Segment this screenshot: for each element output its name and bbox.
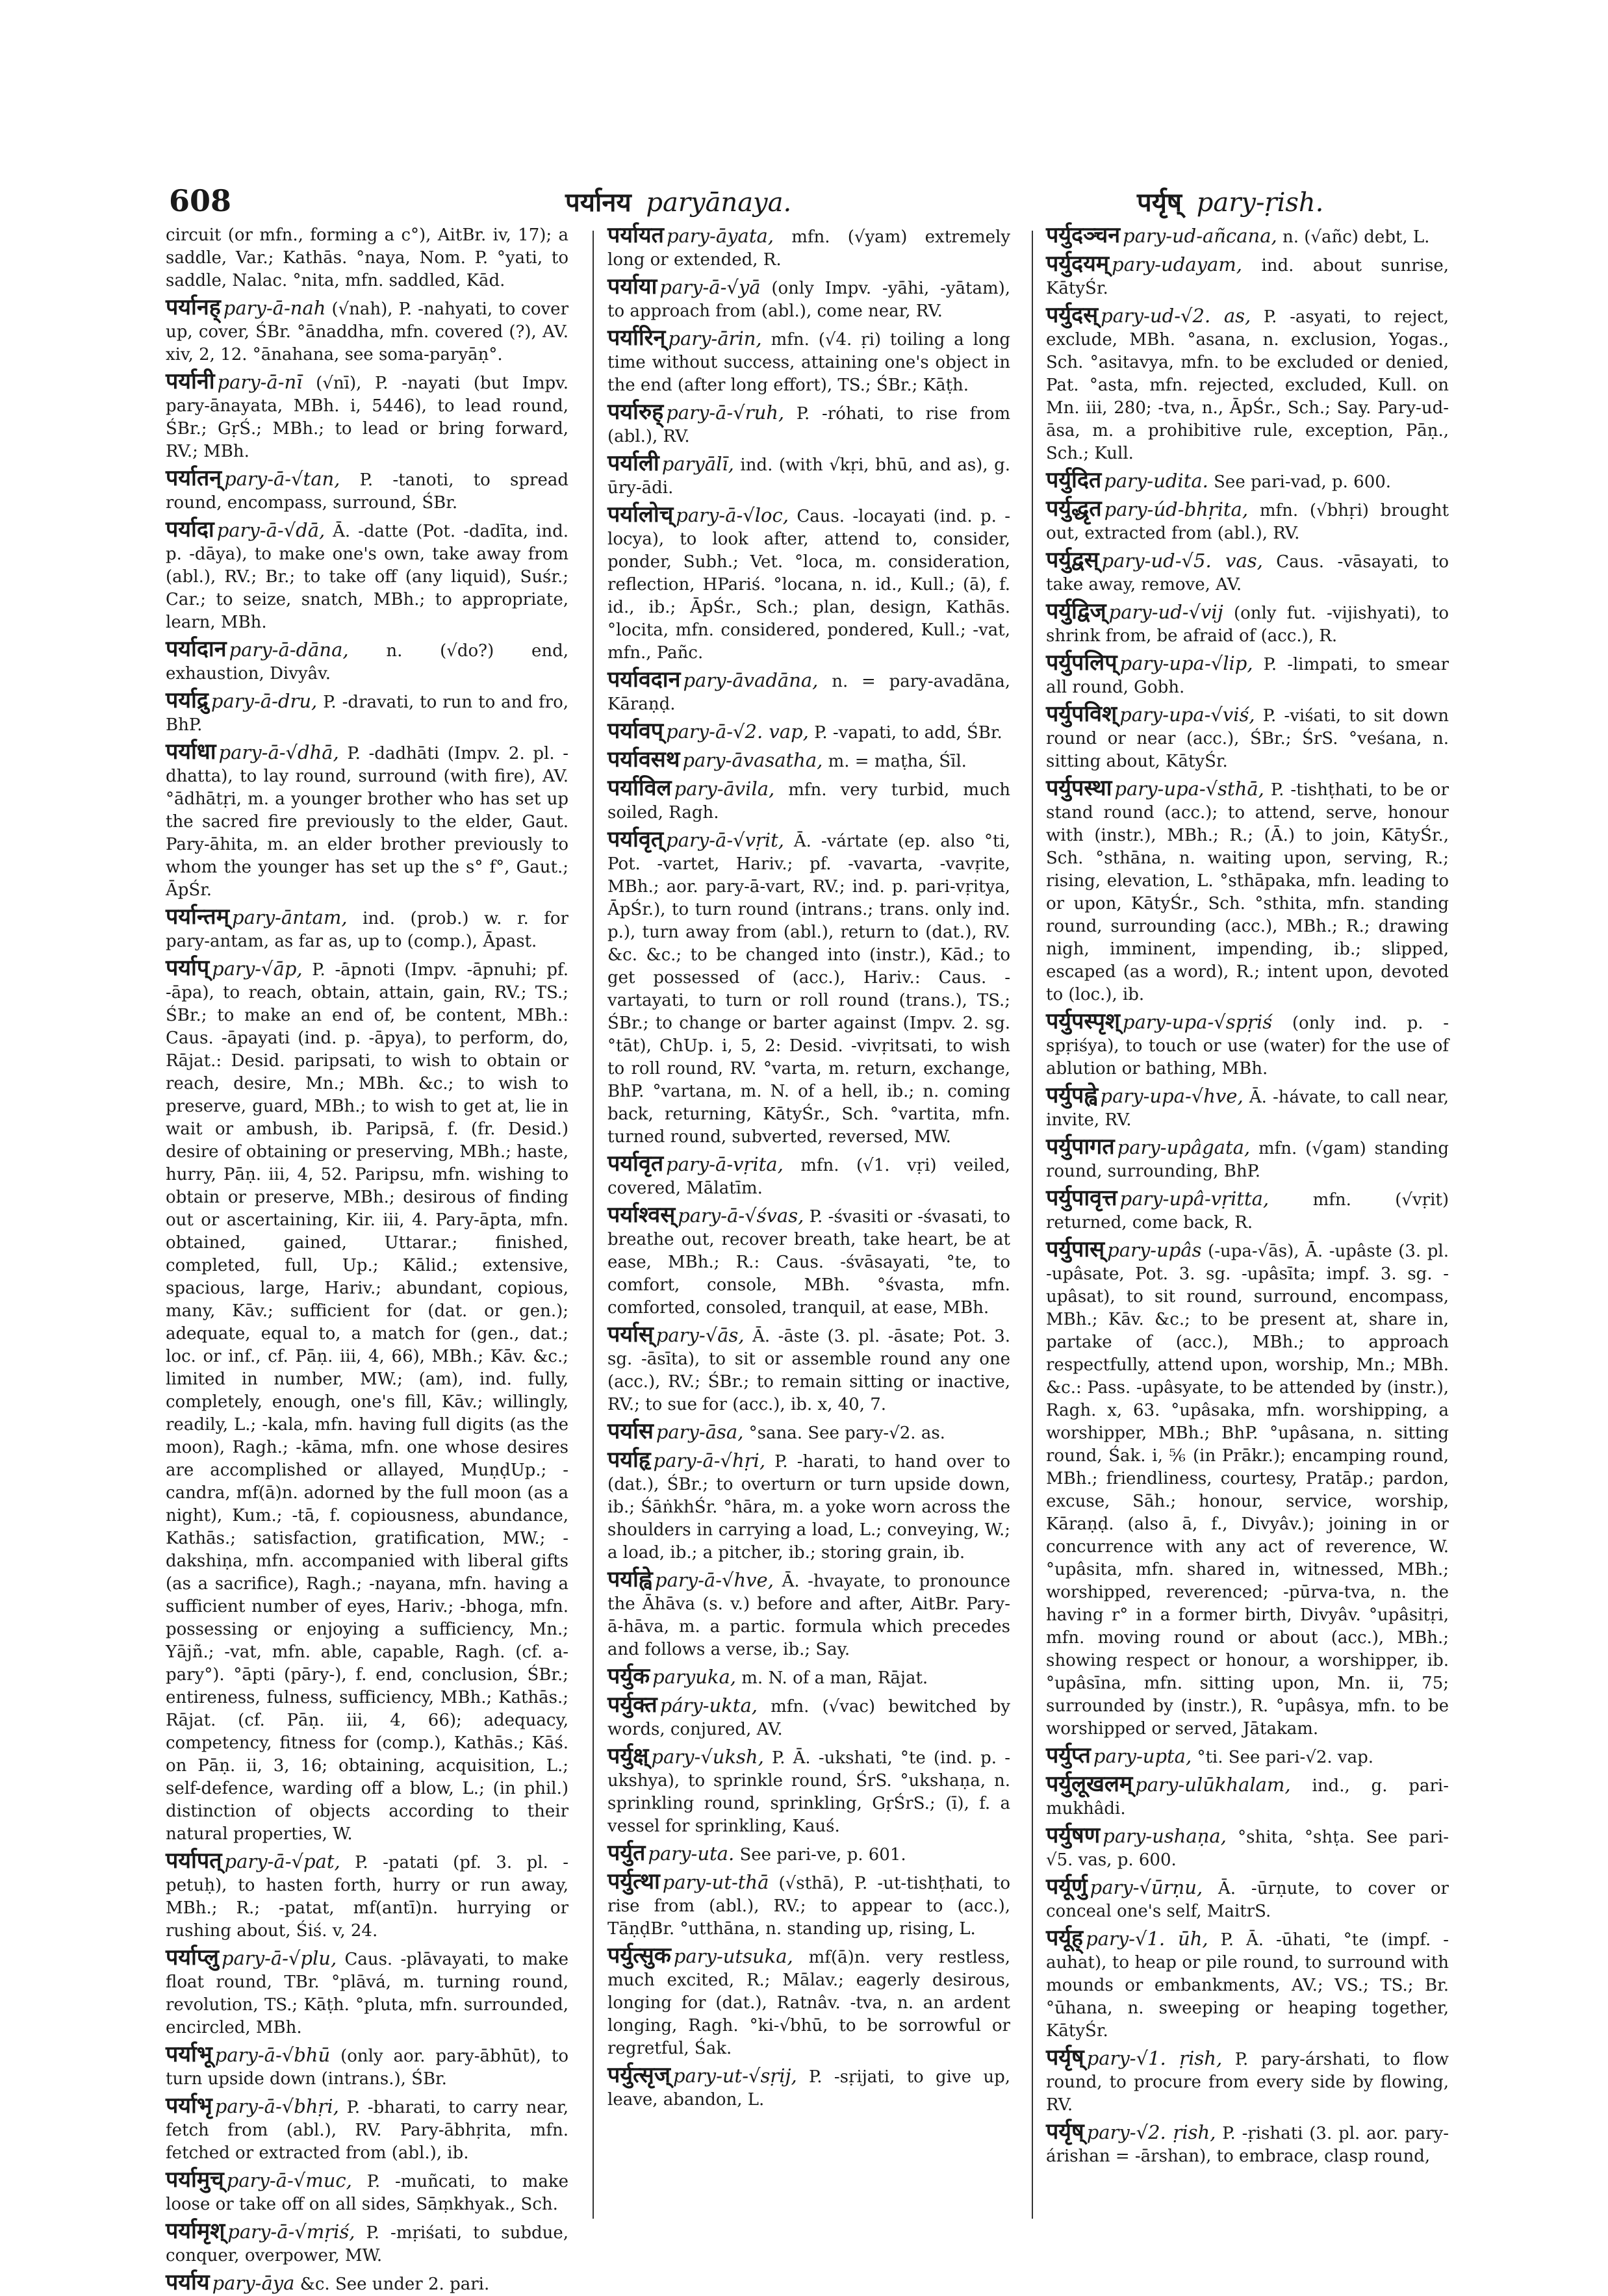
headword-transliteration: pary-upa-√lip, — [1119, 652, 1253, 674]
page-header — [169, 183, 1462, 229]
entry-definition: P. -bharati, to carry near, fetch from (abl.), RV. Pary-ābhṛita, mfn. fetched or extracted from (abl.), ib. — [166, 2098, 568, 2163]
headword-transliteration: pary-ā-dru, — [211, 690, 318, 712]
dictionary-columns — [166, 222, 1459, 2295]
headword-devanagari: पर्यालोच् — [607, 502, 674, 528]
right-running-head — [1137, 183, 1323, 219]
entry-definition: Caus. -locayati (ind. p. -locya), to look after, attend to, consider, ponder, Subh.; Vet. °loca, m. consideration, reflection, HPariś. °locana, n. id., Kull.; (ā), f. id., ib.; ĀpŚr., Sch.; plan, design, Kathās. °locita, mfn. considered, pondered, Kull.; -vat, mfn., Pañc. — [607, 507, 1010, 663]
headword-devanagari: पर्युद्वस् — [1046, 547, 1099, 573]
headword-transliteration: pary-ā-√tan, — [224, 468, 340, 490]
headword-devanagari: पर्यास् — [607, 1321, 654, 1347]
dictionary-entry — [1046, 1824, 1449, 1872]
headword-devanagari: पर्युद्विज् — [1046, 598, 1106, 624]
right-head-transliteration: pary-ṛish. — [1196, 188, 1324, 218]
entry-definition: P. -āpnoti (Impv. -āpnuhi; pf. -āpa), to reach, obtain, attain, gain, RV.; TS.; ŚBr.; to make an end of, be content, MBh.: Caus. -āpayati (ind. p. -āpya), to perform, do, Rājat.: Desid. paripsati, to wish to obtain or reach, desire, Mn.; MBh. &c.; to wish to preserve, guard, MBh.; to wish to get at, lie in wait or ambush, ib. Paripsā, f. (fr. Desid.) desire of obtaining or preserving, MBh.; haste, hurry, Pāṇ. iii, 4, 52. Paripsu, mfn. wishing to obtain or preserve, MBh.; desirous of finding out or ascertaining, Kir. iii, 4. Pary-āpta, mfn. obtained, gained, Uttarar.; finished, completed, full, Up.; Kālid.; extensive, spacious, large, Hariv.; abundant, copious, many, Kāv.; sufficient for (dat. or gen.); adequate, equal to, a match for (gen., dat.; loc. or inf., cf. Pāṇ. iii, 4, 66), MBh.; Kāv. &c.; limited in number, MW.; (am), ind. fully, completely, enough, one's fill, Kāv.; willingly, readily, L.; -kala, mfn. having full digits (as the moon), Ragh.; -kāma, mfn. one whose desires are accomplished or allayed, MuṇḍUp.; -candra, mf(ā)n. adorned by the full moon (as a night), Kum.; -tā, f. copiousness, abundance, Kathās.; satisfaction, gratification, MW.; -dakshiṇa, mfn. accompanied with liberal gifts (as a sacrifice), Ragh.; -nayana, mfn. having a sufficient number of eyes, Hariv.; -bhoga, mfn. possessing or enjoying a sufficiency, Mn.; Yājñ.; -vat, mfn. able, capable, Ragh. (cf. a-pary°). °āpti (pāry-), f. end, conclusion, ŚBr.; entireness, fulness, sufficiency, MBh.; Kathās.; Rājat. (cf. Pāṇ. iii, 4, 66); adequacy, competency, fitness for (comp.), Kathās.; Kāś. on Pāṇ. ii, 3, 16; obtaining, acquisition, L.; self-defence, warding off a blow, L.; (in phil.) distinction of objects according to their natural properties, W. — [166, 960, 568, 1844]
headword-devanagari: पर्युत्था — [607, 1869, 660, 1894]
entry-definition: P. -harati, to hand over to (dat.), ŚBr.; to overturn or turn upside down, ib.; ŚāṅkhŚr. °hāra, m. a yoke worn across the shoulders in carrying a load, L.; conveying, W.; a load, ib.; a pitcher, ib.; storing grain, ib. — [607, 1452, 1010, 1563]
entry-definition: m. N. of a man, Rājat. — [741, 1668, 928, 1688]
headword-devanagari: पर्याय — [166, 2269, 210, 2295]
headword-transliteration: pary-ā-vṛita, — [666, 1153, 784, 1175]
headword-transliteration: pary-ā-√pat, — [224, 1850, 340, 1872]
entry-definition: P. -limpati, to smear all round, Gobh. — [1046, 655, 1449, 697]
headword-transliteration: pary-āntam, — [232, 906, 348, 928]
headword-transliteration: pary-āya — [212, 2272, 295, 2294]
headword-devanagari: पर्यूर्णु — [1046, 1874, 1088, 1900]
dictionary-entry — [607, 224, 1010, 272]
headword-devanagari: पर्युत्सृज् — [607, 2062, 670, 2088]
headword-devanagari: पर्याया — [607, 274, 657, 300]
entry-definition: ind. (with √kṛi, bhū, and as), g. ūry-ādi. — [607, 455, 1010, 498]
headword-transliteration: pary-ā-√muc, — [226, 2169, 352, 2191]
headword-devanagari: पर्यूह् — [1046, 1925, 1084, 1951]
headword-devanagari: पर्युपलिप् — [1046, 650, 1117, 676]
entry-definition: P. -muñcati, to make loose or take off on all sides, Sāṃkhyak., Sch. — [166, 2172, 569, 2214]
dictionary-entry — [607, 1449, 1010, 1564]
headword-devanagari: पर्युपास् — [1046, 1236, 1105, 1262]
entry-definition: mfn. (√1. vṛi) veiled, covered, Mālatīm. — [607, 1156, 1010, 1198]
headword-devanagari: पर्युलूखलम् — [1046, 1771, 1133, 1797]
headword-transliteration: pary-ā-√ruh, — [666, 402, 785, 424]
dictionary-entry — [1046, 2047, 1449, 2117]
headword-transliteration: pary-upa-√sthā, — [1114, 778, 1264, 800]
headword-transliteration: pary-ārin, — [668, 327, 762, 350]
column-2 — [607, 224, 1010, 2225]
entry-definition: °ti. See pari-√2. vap. — [1197, 1748, 1374, 1767]
headword-transliteration: pary-ulūkhalam, — [1135, 1774, 1291, 1796]
column-3 — [1046, 224, 1449, 2225]
headword-transliteration: pary-úd-bhṛita, — [1104, 498, 1249, 520]
headword-devanagari: पर्यारुह् — [607, 399, 664, 425]
entry-definition: (-upa-√ās), Ā. -upâste (3. pl. -upâsate, Pot. 3. sg. -upâsīta; impf. 3. sg. -upâsat), to sit round, surround, encompass, MBh.; Kāv. &c.; to be present at, share in, partake of (acc.), MBh.; to approach respectfully, attend upon, worship, Mn.; MBh. &c.: Pass. -upâsyate, to be attended by (instr.), Ragh. x, 63. °upâsaka, mfn. worshipping, a worshipper, MBh.; BhP. °upâsana, n. sitting round, Śak. i, ⅚ (in Prākr.); encamping round, MBh.; friendliness, courtesy, Pratāp.; pardon, excuse, Sāh.; honour, service, worship, Kāraṇḍ. (also ā, f., Divyâv.); joining in or concurrence with any act of reverence, W. °upâsita, mfn. shared in, witnessed, MBh.; worshipped, reverenced; -pūrva-tva, n. the having r° in a former birth, Divyâv. °upâsitṛi, mfn. moving round or about (acc.), MBh.; showing respect or honour, a worshipper, ib. °upâsīna, mfn. sitting upon, Mn. ii, 75; surrounded by (instr.), R. °upâsya, mfn. to be worshipped or served, Jātakam. — [1046, 1242, 1449, 1739]
entry-definition: mfn. very turbid, much soiled, Ragh. — [607, 780, 1011, 823]
dictionary-entry — [607, 777, 1010, 824]
headword-devanagari: पर्यादान — [166, 636, 227, 662]
headword-transliteration: pary-upta, — [1093, 1745, 1192, 1767]
entry-definition: mfn. (√bhṛi) brought out, extracted from (abl.), RV. — [1046, 501, 1449, 543]
headword-transliteration: pary-āvasatha, — [682, 749, 823, 771]
dictionary-entry — [607, 669, 1010, 716]
dictionary-entry — [166, 370, 568, 463]
headword-devanagari: पर्याधा — [166, 739, 216, 765]
headword-devanagari: पर्यावृत — [607, 1151, 664, 1177]
headword-devanagari: पर्यानह् — [166, 294, 221, 320]
dictionary-entry — [607, 720, 1010, 745]
dictionary-entry — [607, 1323, 1010, 1416]
headword-transliteration: pary-āvadāna, — [683, 669, 819, 691]
dictionary-entry — [166, 518, 568, 634]
entry-definition: n. (√do?) end, exhaustion, Divyâv. — [166, 641, 568, 683]
headword-devanagari: पर्युद्धृत — [1046, 496, 1102, 522]
headword-transliteration: pary-upa-√viś, — [1119, 704, 1255, 726]
dictionary-entry — [1046, 1876, 1449, 1923]
dictionary-entry — [1046, 1744, 1449, 1769]
headword-transliteration: pary-ushaṇa, — [1103, 1825, 1227, 1847]
entry-definition: P. -dravati, to run to and fro, BhP. — [166, 693, 569, 735]
entry-definition: P. -sṛijati, to give up, leave, abandon, L. — [607, 2067, 1010, 2110]
headword-transliteration: pary-upâs — [1107, 1239, 1202, 1261]
dictionary-entry — [166, 2043, 568, 2091]
headword-transliteration: pary-udita. — [1104, 470, 1208, 492]
dictionary-entry — [1046, 549, 1449, 596]
entry-definition: P. -róhati, to rise from (abl.), RV. — [607, 404, 1011, 446]
dictionary-entry — [607, 1204, 1010, 1320]
dictionary-entry — [1046, 1136, 1449, 1183]
entry-definition: P. pary-árshati, to flow round, to procure from every side by flowing, RV. — [1046, 2050, 1449, 2115]
entry-definition: n. (√añc) debt, L. — [1283, 227, 1430, 247]
entry-definition: mfn. (√vac) bewitched by words, conjured, AV. — [607, 1697, 1010, 1739]
dictionary-entry — [1046, 777, 1449, 1006]
entry-definition: P. -śvasiti or -śvasati, to breathe out, recover breath, take heart, be at ease, MBh.; R.: Caus. -śvāsayati, °te, to comfort, console, MBh. °śvasta, mfn. comforted, consoled, tranquil, at ease, MBh. — [607, 1207, 1010, 1318]
entry-definition: mfn. (√4. ṛi) toiling a long time without success, attaining one's object in the end (after long effort), TS.; ŚBr.; Kāṭh. — [607, 330, 1011, 395]
headword-transliteration: pary-ud-√2. as, — [1101, 305, 1251, 327]
headword-transliteration: pary-√ūrṇu, — [1090, 1876, 1203, 1898]
headword-transliteration: pary-ā-√hṛi, — [653, 1449, 766, 1472]
dictionary-entry — [1046, 600, 1449, 648]
dictionary-entry — [1046, 1010, 1449, 1080]
headword-devanagari: पर्युत — [607, 1840, 646, 1866]
left-head-devanagari: पर्यानय — [565, 187, 632, 218]
dictionary-entry — [166, 224, 568, 292]
headword-transliteration: pary-ā-√hve, — [655, 1569, 774, 1591]
dictionary-entry — [166, 467, 568, 515]
headword-devanagari: पर्युषण — [1046, 1822, 1101, 1848]
entry-definition: See pari-ve, p. 601. — [739, 1845, 906, 1865]
headword-transliteration: paryālī, — [661, 453, 734, 475]
left-running-head — [565, 183, 791, 219]
headword-transliteration: pary-ā-√bhṛi, — [214, 2095, 339, 2117]
headword-devanagari: पर्याहृ — [607, 1447, 651, 1473]
headword-transliteration: pary-ā-√loc, — [676, 504, 789, 526]
headword-transliteration: pary-udayam, — [1112, 253, 1242, 275]
headword-devanagari: पर्युप्त — [1046, 1742, 1091, 1768]
dictionary-entry — [607, 504, 1010, 665]
dictionary-entry — [607, 2064, 1010, 2111]
dictionary-entry — [166, 638, 568, 685]
headword-devanagari: पर्युदित — [1046, 467, 1102, 493]
headword-devanagari: पर्यृष् — [1046, 2045, 1084, 2071]
headword-devanagari: पर्यावदान — [607, 667, 681, 693]
entry-definition: Caus. -plāvayati, to make float round, TBr. °plāvá, m. turning round, revolution, TS.; Kāṭh. °pluta, mfn. surrounded, encircled, MBh. — [166, 1950, 569, 2037]
dictionary-entry — [1046, 224, 1449, 249]
headword-devanagari: पर्यावप् — [607, 718, 664, 744]
dictionary-entry — [166, 957, 568, 1846]
headword-transliteration: pary-āsa, — [656, 1421, 744, 1443]
dictionary-entry — [1046, 1238, 1449, 1741]
headword-devanagari: पर्युक्त — [607, 1692, 657, 1718]
dictionary-entry — [166, 1946, 568, 2039]
entry-definition: P. -tanoti, to spread round, encompass, surround, ŚBr. — [166, 470, 569, 513]
entry-definition: P. -tishṭhati, to be or stand round (acc.); to attend, serve, honour with (instr.), MBh.; R.; (Ā.) to join, KātyŚr., Sch. °sthāna, n. waiting upon, serving, R.; rising, elevation, L. °sthāpaka, mfn. leading to or upon, KātyŚr., Sch. °sthita, mfn. standing round, surrounding (acc.), MBh.; R.; drawing nigh, imminent, impending, ib.; slipped, escaped (as a word), R.; intent upon, devoted to (loc.), ib. — [1046, 780, 1449, 1004]
headword-transliteration: pary-upâ-vṛitta, — [1119, 1188, 1270, 1210]
entry-definition: m. = maṭha, Śīl. — [828, 752, 967, 771]
headword-transliteration: pary-ā-√dā, — [216, 519, 325, 541]
headword-devanagari: पर्यावसथ — [607, 746, 680, 772]
entry-definition: (only ind. p. -spṛiśya), to touch or use (water) for the use of ablution or bathing, MBh. — [1046, 1014, 1449, 1078]
entry-definition: P. -patati (pf. 3. pl. -petuḥ), to hasten forth, hurry or run away, MBh.; R.; -patat, mf(antī)n. hurrying or rushing about, Śiś. v, 24. — [166, 1853, 568, 1941]
dictionary-entry — [607, 1945, 1010, 2060]
dictionary-entry — [166, 906, 568, 953]
dictionary-entry — [607, 748, 1010, 773]
headword-transliteration: pary-utsuka, — [673, 1945, 793, 1967]
entry-definition: P. -ṛishati (3. pl. aor. pary-árishan = -ārshan), to embrace, clasp round, — [1046, 2124, 1449, 2166]
headword-devanagari: पर्याभू — [166, 2041, 212, 2067]
entry-definition: Ā. -āste (3. pl. -āsate; Pot. 3. sg. -āsīta), to sit or assemble round any one (acc.), RV.; ŚBr.; to remain sitting or inactive, RV.; to sue for (acc.), ib. x, 40, 7. — [607, 1327, 1010, 1414]
dictionary-entry — [607, 327, 1010, 397]
entry-definition: ind. about sunrise, KātyŚr. — [1046, 256, 1449, 298]
headword-devanagari: पर्युक — [607, 1663, 650, 1689]
dictionary-entry — [607, 1870, 1010, 1941]
headword-devanagari: पर्यायत — [607, 222, 664, 248]
headword-transliteration: pary-ā-√2. vap, — [666, 721, 809, 743]
dictionary-entry — [1046, 469, 1449, 494]
entry-definition: Ā. -hávate, to call near, invite, RV. — [1046, 1088, 1449, 1130]
headword-transliteration: pary-√1. ṛish, — [1086, 2047, 1223, 2069]
headword-devanagari: पर्यारिन् — [607, 325, 666, 351]
dictionary-entry — [1046, 1187, 1449, 1234]
entry-definition: (only fut. -vijishyati), to shrink from, be afraid of (acc.), R. — [1046, 604, 1449, 646]
headword-transliteration: pary-ā-√bhū — [214, 2044, 331, 2066]
entry-definition: P. -vapati, to add, ŚBr. — [814, 723, 1002, 743]
dictionary-entry — [607, 1694, 1010, 1741]
entry-definition: mfn. (√yam) extremely long or extended, R. — [607, 227, 1011, 270]
headword-transliteration: pary-√1. ūh, — [1086, 1928, 1208, 1950]
headword-devanagari: पर्याश्वस् — [607, 1202, 676, 1228]
left-head-transliteration: paryānaya. — [646, 188, 792, 218]
entry-definition: mf(ā)n. very restless, much excited, R.; Mālav.; eagerly desirous, longing for (dat.), Ratnâv. -tva, n. an ardent longing, Ragh. °ki-√bhū, to be sorrowful or regretful, Śak. — [607, 1948, 1011, 2058]
headword-transliteration: paryuka, — [652, 1666, 737, 1688]
dictionary-entry — [607, 1568, 1010, 1661]
headword-devanagari: पर्युपावृत्त — [1046, 1185, 1117, 1211]
headword-transliteration: pary-√uksh, — [651, 1746, 764, 1768]
entry-definition: (√nah), P. -nahyati, to cover up, cover, ŚBr. °ānaddha, mfn. covered (?), AV. xiv, 2, 12. °ānahana, see soma-paryāṇ°. — [166, 300, 569, 364]
dictionary-entry — [607, 1153, 1010, 1200]
dictionary-entry — [166, 2095, 568, 2165]
headword-transliteration: pary-ā-nah — [223, 297, 326, 319]
headword-devanagari: पर्यापत् — [166, 1848, 222, 1874]
headword-transliteration: pary-ud-añcana, — [1123, 225, 1277, 247]
headword-devanagari: पर्यावृत् — [607, 826, 664, 852]
headword-devanagari: पर्युदयम् — [1046, 251, 1110, 277]
entry-definition: (only Impv. -yāhi, -yātam), to approach from (abl.), come near, RV. — [607, 279, 1011, 321]
headword-transliteration: pary-ā-nī — [217, 371, 303, 393]
headword-transliteration: páry-ukta, — [659, 1694, 758, 1716]
entry-definition: Ā. -datte (Pot. -dadīta, ind. p. -dāya), to make one's own, take away from (abl.), RV.; Br.; to take off (any liquid), Suśr.; Car.; to seize, snatch, MBh.; to appropriate, learn, MBh. — [166, 522, 569, 632]
entry-definition: mfn. (√gam) standing round, surrounding, BhP. — [1046, 1139, 1449, 1181]
dictionary-entry — [1046, 2121, 1449, 2168]
headword-transliteration: pary-āyata, — [666, 225, 774, 247]
dictionary-entry — [166, 2220, 568, 2267]
headword-devanagari: पर्युक्ष् — [607, 1743, 649, 1769]
page-number: 608 — [169, 183, 232, 218]
dictionary-entry — [607, 452, 1010, 500]
dictionary-entry — [166, 1850, 568, 1943]
headword-devanagari: पर्याद्रु — [166, 687, 209, 713]
headword-transliteration: pary-√2. ṛish, — [1086, 2121, 1216, 2143]
headword-devanagari: पर्युदञ्चन — [1046, 222, 1121, 248]
dictionary-entry — [607, 401, 1010, 448]
entry-definition: &c. See under 2. pari. — [300, 2275, 490, 2294]
headword-devanagari: पर्युपस्पृश् — [1046, 1008, 1121, 1034]
entry-definition: (√nī), P. -nayati (but Impv. pary-ānayata, MBh. i, 5446), to lead round, ŚBr.; GṛŚ.; MBh.; to lead or bring forward, RV.; MBh. — [166, 374, 569, 461]
entry-definition: P. -viśati, to sit down round or near (acc.), ŚBr.; ŚrS. °veśana, n. sitting about, KātyŚr. — [1046, 706, 1449, 771]
entry-definition: °sana. See pary-√2. as. — [748, 1423, 945, 1443]
dictionary-entry — [1046, 703, 1449, 773]
headword-devanagari: पर्युपस्था — [1046, 775, 1112, 801]
headword-devanagari: पर्याप् — [166, 955, 210, 981]
headword-transliteration: pary-ā-dāna, — [229, 639, 349, 661]
entry-definition: P. -asyati, to reject, exclude, MBh. °asana, n. exclusion, Yogas., Sch. °asitavya, mfn. to be excluded or denied, Pat. °asta, mfn. rejected, excluded, Kull. on Mn. iii, 280; -tva, n., ĀpŚr., Sch.; Say. Pary-ud-āsa, m. a prohibitive rule, exception, Pāṇ., Sch.; Kull. — [1046, 307, 1449, 463]
column-1 — [166, 224, 569, 2295]
headword-devanagari: पर्यान्तम् — [166, 904, 230, 930]
entry-definition: °shita, °shṭa. See pari-√5. vas, p. 600. — [1046, 1828, 1449, 1870]
headword-transliteration: pary-uta. — [648, 1843, 735, 1865]
dictionary-entry — [607, 828, 1010, 1149]
entry-definition: P. -mṛiśati, to subdue, conquer, overpower, MW. — [166, 2223, 569, 2265]
headword-transliteration: pary-ud-√vij — [1108, 601, 1223, 623]
dictionary-entry — [1046, 1773, 1449, 1820]
headword-devanagari: पर्युत्सुक — [607, 1943, 671, 1969]
dictionary-entry — [607, 1665, 1010, 1690]
headword-transliteration: pary-√āp, — [212, 958, 303, 980]
headword-devanagari: पर्यानी — [166, 368, 215, 394]
headword-transliteration: pary-ā-√dhā, — [218, 741, 339, 763]
right-head-devanagari: पर्यृष् — [1137, 187, 1182, 218]
headword-devanagari: पर्याभृ — [166, 2093, 212, 2119]
headword-devanagari: पर्यास — [607, 1418, 654, 1444]
headword-devanagari: पर्याह्वे — [607, 1566, 653, 1592]
headword-devanagari: पर्युदस् — [1046, 302, 1099, 328]
entry-definition: mfn. (√vṛit) returned, come back, R. — [1046, 1190, 1449, 1232]
headword-devanagari: पर्यादा — [166, 517, 214, 542]
headword-transliteration: pary-√ās, — [656, 1324, 745, 1346]
entry-definition: Ā. -vártate (ep. also °ti, Pot. -vartet, Hariv.; pf. -vavarta, -vavṛite, MBh.; aor. pary-ā-vart, RV.; ind. p. pari-vṛitya, ĀpŚr.), to turn round (intrans.; trans. only ind. p.), turn away from (abl.), return to (dat.), RV. &c. &c.; to be changed into (instr.), Kād.; to get possessed of (acc.), Hariv.: Caus. -vartayati, to turn or roll round (trans.), TS.; ŚBr.; to change or barter against (Impv. 2. sg. °tāt), ChUp. i, 5, 2: Desid. -vivṛitsati, to wish to roll round, RV. °varta, m. return, exchange, BhP. °vartana, m. N. of a hell, ib.; n. coming back, returning, KātyŚr., Sch. °vartita, mfn. turned round, subverted, reversed, MW. — [607, 832, 1010, 1147]
dictionary-entry — [166, 2169, 568, 2216]
dictionary-entry — [607, 1842, 1010, 1867]
headword-transliteration: pary-ā-√plu, — [221, 1947, 337, 1969]
headword-devanagari: पर्युपविश् — [1046, 701, 1117, 727]
headword-devanagari: पर्युपागत — [1046, 1134, 1115, 1160]
dictionary-entry — [1046, 253, 1449, 300]
headword-devanagari: पर्याप्लु — [166, 1945, 219, 1971]
entry-definition: n. = pary-avadāna, Kāraṇḍ. — [607, 672, 1011, 714]
entry-definition: Ā. -ūrṇute, to cover or conceal one's self, MaitrS. — [1046, 1879, 1449, 1921]
dictionary-entry — [166, 689, 568, 737]
headword-transliteration: pary-ud-√5. vas, — [1101, 550, 1263, 572]
entry-definition: P. Ā. -ukshati, °te (ind. p. -ukshya), to sprinkle round, ŚrS. °ukshaṇa, n. sprinkling round, sprinkling, GṛŚrS.; (ī), f. a vessel for sprinkling, Kauś. — [607, 1748, 1010, 1836]
headword-transliteration: pary-ā-√vṛit, — [666, 829, 784, 851]
headword-devanagari: पर्यातन् — [166, 465, 222, 491]
headword-transliteration: pary-āvila, — [674, 778, 775, 800]
headword-devanagari: पर्युपह्वे — [1046, 1082, 1098, 1108]
entry-definition: See pari-vad, p. 600. — [1214, 472, 1392, 492]
entry-definition: (√sthā), P. -ut-tishṭhati, to rise from (abl.), RV.; to appear to (acc.), TāṇḍBr. °utthāna, n. standing up, rising, L. — [607, 1874, 1010, 1939]
entry-definition: P. Ā. -ūhati, °te (impf. -auhat), to heap or pile round, to surround with mounds or embankments, AV.; VS.; TS.; Br. °ūhana, n. sweeping or heaping together, KātyŚr. — [1046, 1930, 1449, 2041]
headword-transliteration: pary-ā-√yā — [659, 276, 761, 298]
entry-definition: Caus. -vāsayati, to take away, remove, AV. — [1046, 552, 1449, 594]
headword-transliteration: pary-ā-√śvas, — [678, 1205, 804, 1227]
dictionary-entry — [607, 275, 1010, 323]
dictionary-entry — [1046, 304, 1449, 465]
headword-devanagari: पर्याली — [607, 450, 659, 476]
headword-devanagari: पर्यृष् — [1046, 2119, 1084, 2145]
entry-definition: ind., g. pari-mukhâdi. — [1046, 1776, 1449, 1818]
dictionary-entry — [166, 2271, 568, 2296]
headword-transliteration: pary-ā-√mṛiś, — [227, 2221, 355, 2243]
entry-definition: circuit (or mfn., forming a c°), AitBr. iv, 17); a saddle, Var.; Kathās. °naya, Nom. P. °yati, to saddle, Nalac. °nita, mfn. saddled, Kād. — [166, 225, 568, 290]
headword-transliteration: pary-ut-√sṛij, — [672, 2065, 797, 2087]
entry-definition: ind. (prob.) w. r. for pary-antam, as far as, up to (comp.), Āpast. — [166, 909, 568, 951]
dictionary-entry — [1046, 652, 1449, 699]
headword-transliteration: pary-upâgata, — [1117, 1136, 1251, 1158]
headword-transliteration: pary-ut-thā — [662, 1871, 769, 1893]
dictionary-entry — [1046, 1927, 1449, 2043]
headword-devanagari: पर्यामृश् — [166, 2218, 225, 2244]
headword-devanagari: पर्यामुच् — [166, 2167, 224, 2193]
headword-devanagari: पर्याविल — [607, 775, 672, 801]
headword-transliteration: pary-upa-√spṛiś — [1123, 1011, 1273, 1033]
entry-definition: Ā. -hvayate, to pronounce the Āhāva (s. v.) before and after, AitBr. Pary-ā-hāva, m. a partic. formula which precedes and follows a verse, ib.; Say. — [607, 1572, 1011, 1659]
dictionary-entry — [166, 741, 568, 902]
dictionary-entry — [607, 1745, 1010, 1838]
dictionary-entry — [1046, 498, 1449, 545]
headword-transliteration: pary-upa-√hve, — [1100, 1085, 1244, 1107]
dictionary-entry — [607, 1420, 1010, 1445]
entry-definition: (only aor. pary-ābhūt), to turn upside down (intrans.), ŚBr. — [166, 2047, 568, 2089]
dictionary-entry — [166, 296, 568, 366]
dictionary-entry — [1046, 1084, 1449, 1132]
entry-definition: P. -dadhāti (Impv. 2. pl. -dhatta), to lay round, surround (with fire), AV. °ādhātṛi, m. a younger brother who has set up the sacred fire previously to the elder, Gaut. Pary-āhita, m. an elder brother previously to whom the younger has set up the s° f°, Gaut.; ĀpŚr. — [166, 744, 568, 900]
